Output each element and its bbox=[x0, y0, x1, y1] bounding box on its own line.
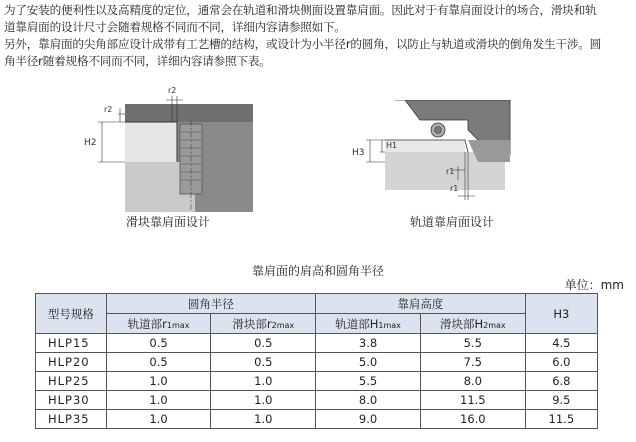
table-row bbox=[36, 353, 598, 372]
cell-h1: 3.8 bbox=[316, 334, 421, 353]
cell-h3: 6.8 bbox=[525, 372, 597, 391]
table-row bbox=[36, 334, 598, 353]
cell-h2: 5.5 bbox=[420, 334, 525, 353]
cell-model: HLP15 bbox=[36, 334, 107, 353]
cell-model: HLP35 bbox=[36, 410, 107, 429]
cell-r1: 0.5 bbox=[106, 334, 211, 353]
shoulder-spec-table bbox=[35, 293, 598, 429]
cell-h1: 5.0 bbox=[316, 353, 421, 372]
cell-h1: 5.5 bbox=[316, 372, 421, 391]
label-h3: H3 bbox=[352, 148, 365, 158]
cell-h2: 7.5 bbox=[420, 353, 525, 372]
table-row bbox=[36, 372, 598, 391]
header-block-h: 滑块部H2max bbox=[420, 314, 525, 334]
cell-h1: 9.0 bbox=[316, 410, 421, 429]
cell-h3: 6.0 bbox=[525, 353, 597, 372]
table-row bbox=[36, 391, 598, 410]
cell-h2: 16.0 bbox=[420, 410, 525, 429]
rail-shoulder-diagram bbox=[350, 100, 525, 210]
label-r2-top: r2 bbox=[168, 86, 177, 95]
rail-shoulder-caption: 轨道靠肩面设计 bbox=[409, 215, 494, 229]
header-radius-group: 圆角半径 bbox=[106, 294, 315, 314]
label-r1-a: r1 bbox=[446, 167, 455, 176]
cell-model: HLP25 bbox=[36, 372, 107, 391]
cell-h2: 8.0 bbox=[420, 372, 525, 391]
header-rail-h: 轨道部H1max bbox=[316, 314, 421, 334]
label-r2-side: r2 bbox=[104, 105, 113, 114]
intro-line-1: 为了安装的便利性以及高精度的定位，通常会在轨道和滑块侧面设置靠肩面。因此对于有靠肩面设计的场合，滑块和轨 bbox=[4, 3, 597, 17]
cell-h3: 11.5 bbox=[525, 410, 597, 429]
label-h1: H1 bbox=[386, 141, 398, 150]
bolt-socket bbox=[435, 127, 442, 134]
cell-r1: 1.0 bbox=[106, 410, 211, 429]
cell-r2: 0.5 bbox=[211, 334, 316, 353]
header-shoulder-group: 靠肩高度 bbox=[316, 294, 526, 314]
cell-r1: 0.5 bbox=[106, 353, 211, 372]
label-r1-b: r1 bbox=[450, 184, 459, 193]
intro-line-4: 角半径r随着规格不同而不同，详细内容请参照下表。 bbox=[4, 54, 271, 68]
intro-line-3: 另外，靠肩面的尖角部应设计成带有工艺槽的结构，或设计为小半径r的圆角，以防止与轨道或滑块的倒角发生干涉。圆 bbox=[4, 37, 602, 51]
header-block-r: 滑块部r2max bbox=[211, 314, 316, 334]
cell-r1: 1.0 bbox=[106, 372, 211, 391]
cell-model: HLP30 bbox=[36, 391, 107, 410]
label-h2: H2 bbox=[84, 138, 97, 148]
shoulder-gap bbox=[125, 122, 177, 162]
cell-h1: 8.0 bbox=[316, 391, 421, 410]
cell-r1: 1.0 bbox=[106, 391, 211, 410]
intro-line-2: 道靠肩面的设计尺寸会随着规格不同而不同，详细内容请参照如下。 bbox=[4, 20, 346, 34]
header-h3: H3 bbox=[525, 294, 597, 334]
block-shoulder-caption: 滑块靠肩面设计 bbox=[125, 215, 210, 229]
cell-h3: 4.5 bbox=[525, 334, 597, 353]
cell-model: HLP20 bbox=[36, 353, 107, 372]
cell-r2: 0.5 bbox=[211, 353, 316, 372]
cell-r2: 1.0 bbox=[211, 410, 316, 429]
block-top-band bbox=[125, 104, 253, 122]
header-rail-r: 轨道部r1max bbox=[106, 314, 211, 334]
unit-label: 单位：mm bbox=[564, 278, 624, 292]
cell-r2: 1.0 bbox=[211, 372, 316, 391]
block-shoulder-diagram bbox=[80, 82, 255, 212]
header-model: 型号规格 bbox=[36, 294, 107, 334]
cell-r2: 1.0 bbox=[211, 391, 316, 410]
table-title: 靠肩面的肩高和圆角半径 bbox=[251, 264, 384, 278]
table-row bbox=[36, 410, 598, 429]
intro-text bbox=[4, 2, 634, 70]
cell-h3: 9.5 bbox=[525, 391, 597, 410]
cell-h2: 11.5 bbox=[420, 391, 525, 410]
